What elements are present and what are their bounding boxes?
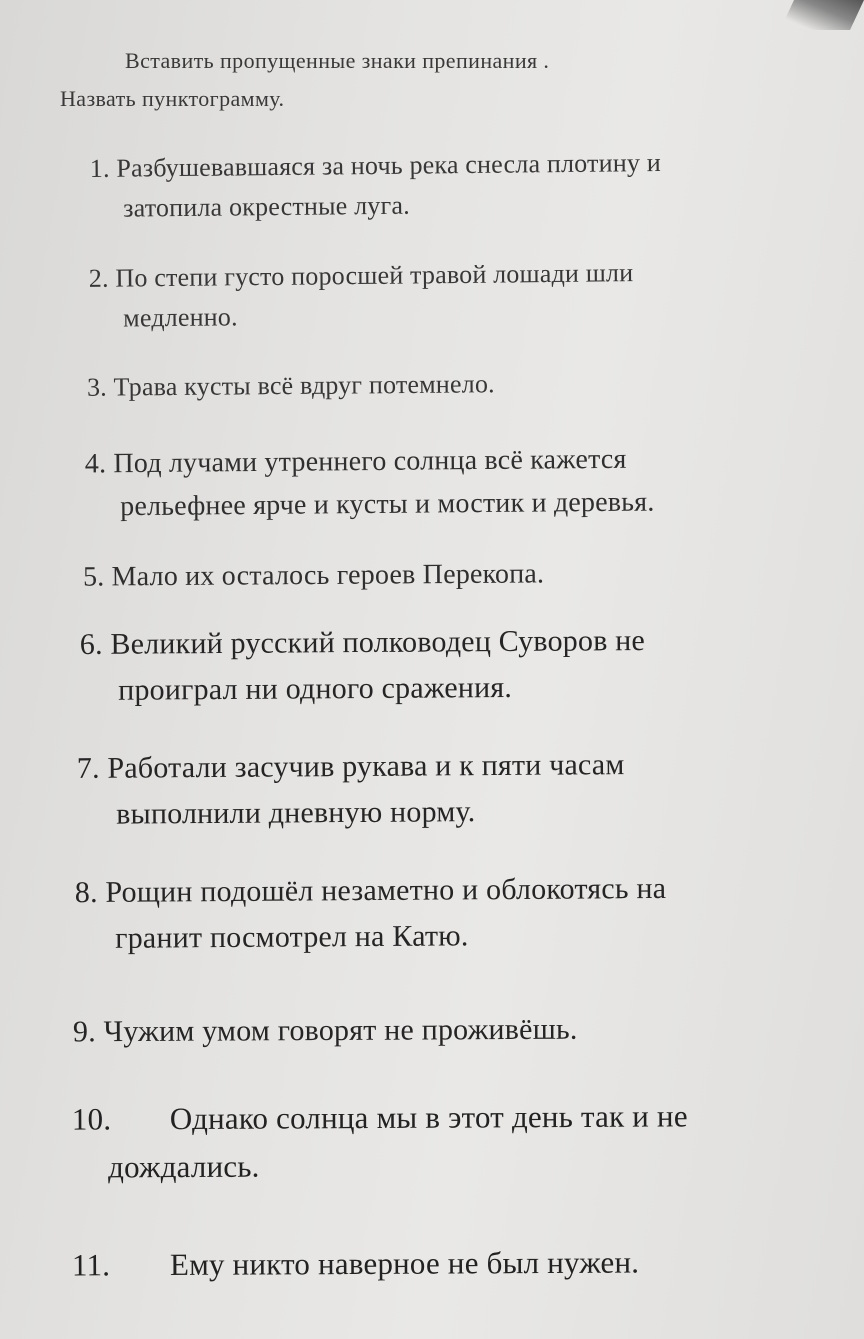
task-item [72,1239,639,1290]
task-item [87,364,495,408]
task-text-line-1: Великий русский полководец Суворов не [110,624,646,661]
task-item [83,552,544,598]
task-text-line-2: проиграл ни одного сражения. [118,670,513,707]
page-corner-shadow [780,0,864,30]
task-text-line-1: Разбушевавшаяся за ночь река снесла плотину и [116,148,662,183]
task-text-line-1: Однако солнца мы в этот день так и не [169,1098,688,1137]
task-text-line-1: Ему никто наверное не был нужен. [169,1244,640,1282]
task-text-line-1: Работали засучив рукава и к пяти часам [107,748,625,785]
task-item [73,1007,578,1056]
task-text-line-1: По степи густо поросшей травой лошади шли [115,258,634,293]
task-number: 11. [71,1247,111,1283]
task-number: 6. [79,627,103,661]
task-item [85,438,655,529]
task-item [75,866,667,962]
task-number: 7. [76,751,100,785]
task-number: 2. [88,263,109,293]
task-text-line-1: Мало их осталось героев Перекопа. [111,558,545,593]
task-number: 4. [84,448,107,480]
task-item [80,618,646,714]
task-number: 1. [89,153,110,183]
task-text-line-2: выполнили дневную норму. [116,795,476,831]
task-text-line-2: рельефнее ярче и кусты и мостик и деревья. [120,486,655,523]
task-text-line-1: Под лучами утреннего солнца всё кажется [113,443,627,480]
task-number: 10. [71,1101,112,1137]
task-number: 5. [82,561,105,593]
task-number: 3. [86,372,108,402]
task-text-line-2: дождались. [108,1148,260,1185]
task-item [72,1092,688,1191]
task-item [90,143,662,229]
instruction-line-2: Назвать пунктограмму. [60,86,285,111]
task-item [77,742,625,838]
task-number: 9. [72,1015,96,1049]
instruction-line-1: Вставить пропущенные знаки препинания . [125,48,550,73]
task-text-line-1: Чужим умом говорят не проживёшь. [103,1012,578,1049]
task-item [89,253,634,339]
task-text-line-2: затопила окрестные луга. [123,190,410,223]
task-text-line-2: гранит посмотрел на Катю. [115,919,469,955]
task-text-line-1: Рощин подошёл незаметно и облокотясь на [105,871,667,909]
task-text-line-1: Трава кусты всё вдруг потемнело. [113,369,495,402]
task-text-line-2: медленно. [123,302,238,333]
task-number: 8. [74,875,98,910]
